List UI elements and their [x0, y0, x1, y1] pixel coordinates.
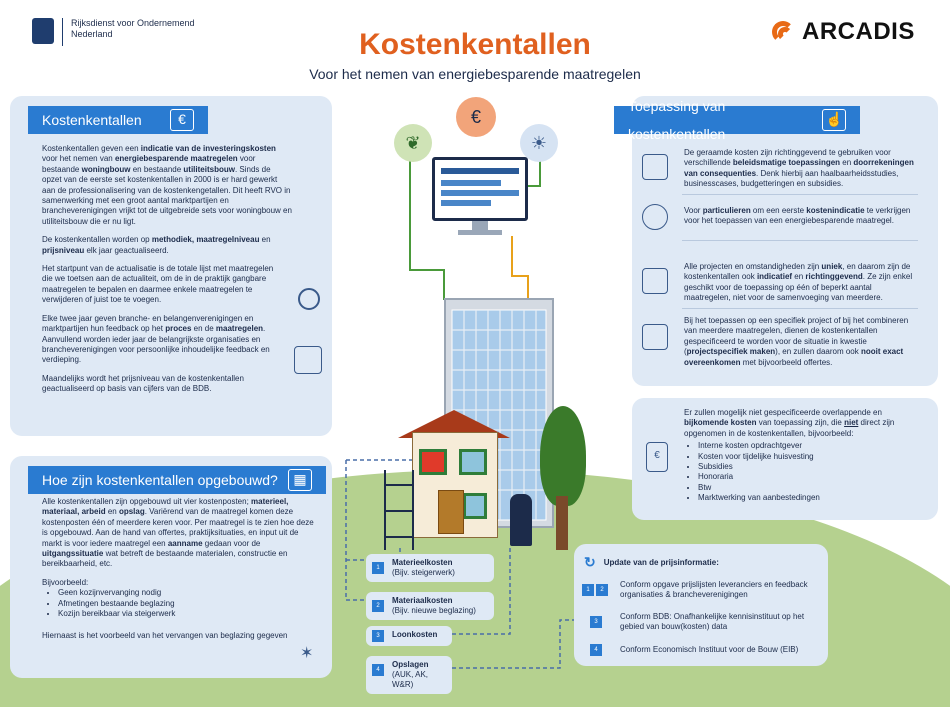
rvo-name-line1: Rijksdienst voor Ondernemend [71, 18, 195, 28]
cost-tag-loon: 3 Loonkosten [366, 626, 452, 646]
list-item: 4 Conform Economisch Instituut voor de Bouw (EIB) [582, 644, 816, 656]
list-item: • Geen kozijnvervanging nodig [58, 588, 314, 598]
opbouw-body: Alle kostenkentallen zijn opgebouwd uit vier kostenposten; materieel, materiaal, arbeid en opslag. Variërend van de maatregel komen deze kostenposten één of meerdere keren voor. Per maatregel is te zien hoe deze is opgebouwd. Aan de hand van offertes, praktijksituaties, en input uit de markt is voor iedere maatregel een aanname gedaan voor de uitgangssituatie wat betreft de bestaande materialen, constructie en bereikbaarheid, etc. Bijvoorbeeld: • Geen kozijnvervanging nodig • Afmetingen bestaande beglazing • Kozijn bereikbaar via steigerwerk Hiernaast is het voorbeeld van het vervangen van beglazing gegeven [42, 497, 314, 650]
page-title: Kostenkentallen [359, 28, 591, 61]
list-item: • Marktwerking van aanbestedingen [698, 493, 920, 503]
cost-tag-opslagen: 4 Opslagen (AUK, AK, W&R) [366, 656, 452, 694]
extra-cost-list [698, 441, 920, 503]
opbouw-title: Hoe zijn kostenkentallen opgebouwd? ▦ [28, 466, 326, 494]
rvo-name-line2: Nederland [71, 29, 113, 39]
spark-icon: ✶ [300, 645, 314, 662]
scaffold-illustration [384, 470, 414, 550]
coin-hand-icon: € [456, 97, 496, 137]
list-item: • Honoraria [698, 472, 920, 482]
kostenkentallen-panel [10, 96, 332, 436]
list-item: 3 Conform BDB: Onafhankelijke kennisinstituut op het gebied van bouw(kosten) data [582, 612, 816, 632]
puzzle-icon: ▦ [288, 469, 312, 491]
list-item: • Interne kosten opdrachtgever [698, 441, 920, 451]
list-item: 1 2 Conform opgave prijslijsten leveranciers en feedback organisaties & brancheverenigingen [582, 580, 816, 600]
worker-illustration [510, 494, 532, 546]
list-item: • Kosten voor tijdelijke huisvesting [698, 452, 920, 462]
people-icon [294, 346, 322, 374]
yellow-line [512, 236, 528, 300]
monitor-illustration [432, 157, 528, 221]
cost-tag-materieel: 1 Materieelkosten (Bijv. steigerwerk) [366, 554, 494, 582]
cost-tag-materiaal: 2 Materiaalkosten (Bijv. nieuwe beglazing) [366, 592, 494, 620]
solar-panel-icon: ☀ [520, 124, 558, 162]
kostenkentallen-title: Kostenkentallen € [28, 106, 208, 134]
buildings-icon [642, 268, 668, 294]
update-panel [574, 544, 828, 666]
update-title: Update van de prijsinformatie: [603, 558, 719, 567]
kostenkentallen-body: Kostenkentallen geven een indicatie van de investeringskosten voor het nemen van energiebesparende maatregelen voor bestaande woningbouw en bestaande utiliteitsbouw. Sinds de opzet van de eerste set kostenkentallen in 2000 is er hard gewerkt aan de professionalisering van de kostenkengetallen. Dit heeft RVO in samenwerking met een groot aantal marktpartijen en brancheverenigingen vrijkt tot de uitgebreide sets voor woningbouw en utiliteitsbouw die er nu ligt. De kostenkentallen worden op methodiek, maatregelniveau en prijsniveau elk jaar geactualiseerd. Het startpunt van de actualisatie is de totale lijst met maatregelen die we toetsen aan de actualiteit, om de in de praktijk gangbare maatregelen te bepalen en daarmee enkele maatregelen te verwijderen of juist toe te voegen. Elke twee jaar geven branche- en belangenverenigingen en marktpartijen hun feedback op het proces en de maatregelen. Aanvullend worden ieder jaar de belangrijkste organisaties en brancheverenigingen voor persoonlijke inhoudelijke feedback en verdieping. Maandelijks wordt het prijsniveau van de kostenkentallen geactualiseerd op basis van cijfers van de BDB. [42, 144, 292, 394]
house-door [438, 490, 464, 534]
highlighted-window [419, 449, 447, 475]
list-item: • Subsidies [698, 462, 920, 472]
list-item: • Afmetingen bestaande beglazing [58, 599, 314, 609]
person-icon [642, 204, 668, 230]
puzzle-pieces-icon [642, 324, 668, 350]
toepassing-title: Toepassing van kostenkentallen ☝ [614, 106, 860, 134]
signpost-icon [642, 154, 668, 180]
arcadis-wordmark: ARCADIS [802, 18, 915, 45]
refresh-icon: ↻ [584, 554, 596, 570]
bijkomende-kosten-panel: € Er zullen mogelijk niet gespecificeerde overlappende en bijkomende kosten van toepassing zijn, die niet direct zijn opgenomen in de kostenkentallen, bijvoorbeeld: • Interne kosten opdrachtgever • Kosten voor tijdelijke huisvesting • Subsidies • Honoraria • Btw • Marktwerking van aanbestedingen [632, 398, 938, 520]
magnifier-icon [298, 288, 320, 310]
euro-icon: € [170, 109, 194, 131]
money-bag-icon: € [646, 442, 668, 472]
opbouw-panel [10, 456, 332, 678]
page-subtitle: Voor het nemen van energiebesparende maatregelen [309, 66, 641, 82]
example-list [58, 588, 314, 619]
toepassing-panel: Toepassing van kostenkentallen ☝ De geraamde kosten zijn richtinggevend te gebruiken voor verschillende beleidsmatige toepassingen en doorrekeningen van consequenties. Denk hierbij aan haalbaarheidsstudies, businesscases, budgetteringen en subsidies. Voor particulieren om een eerste kostenindicatie te verkrijgen voor het toepassen van een energiebesparende maatregel. Alle projecten en omstandigheden zijn uniek, en daarom zijn de kostenkentallen ook indicatief en richtinggevend. Ze zijn enkel geschikt voor de toepassing op één of beperkt aantal maatregelen, niet voor de samenvoeging van meerdere. Bij het toepassen op een specifiek project of bij het combineren van meerdere maatregelen, dienen de kostenkentallen gespecificeerd te worden voor de situatie in kwestie (projectspecifiek maken), en zullen daarom ook nooit exact overeenkomen met bijvoorbeeld offertes. [632, 96, 938, 386]
tree-illustration [540, 406, 586, 506]
eco-leaf-icon: ❦ [394, 124, 432, 162]
list-item: • Kozijn bereikbaar via steigerwerk [58, 609, 314, 619]
list-item: • Btw [698, 483, 920, 493]
hand-pointer-icon: ☝ [822, 109, 846, 131]
